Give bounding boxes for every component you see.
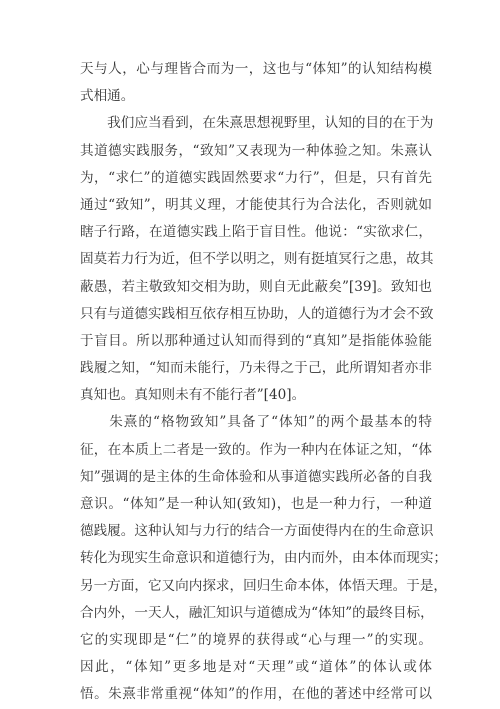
text-line: 我们应当看到，在朱熹思想视野里，认知的目的在于为: [80, 115, 434, 132]
text-line: 它的实现即是“仁”的境界的获得或“心与理一”的实现。: [80, 631, 432, 648]
text-line: 征，在本质上二者是一致的。作为一种内在体证之知，“体: [80, 441, 432, 458]
paragraph-3: [80, 409, 448, 708]
text-line: 合内外，一天人，融汇知识与道德成为“体知”的最终目标，: [80, 604, 434, 621]
paragraph-1: [80, 56, 432, 110]
text-line: 蔽愚，若主敬致知交相为助，则自无此蔽矣”[39]。致知也: [80, 278, 432, 295]
text-line: 另一方面，它又向内探求，回归生命本体，体悟天理。于是，: [80, 577, 448, 594]
text-line: 只有与道德实践相互依存相互协助，人的道德行为才会不致: [80, 305, 434, 322]
text-line: 知”强调的是主体的生命体验和从事道德实践所必备的自我: [80, 468, 432, 485]
text-line: 瞎子行路，在道德实践上陷于盲目性。他说：“实欲求仁，: [80, 224, 432, 241]
text-line: 朱熹的“格物致知”具备了“体知”的两个最基本的特: [80, 414, 432, 431]
text-line: 天与人，心与理皆合而为一，这也与“体知”的认知结构模: [80, 61, 432, 77]
text-line: 其道德实践服务，“致知”又表现为一种体验之知。朱熹认: [80, 142, 432, 159]
text-line: 悟。朱熹非常重视“体知”的作用，在他的著述中经常可以: [80, 686, 432, 703]
text-line: 转化为现实生命意识和道德行为，由内而外，由本体而现实；: [80, 550, 448, 567]
text-line: 式相通。: [80, 88, 135, 105]
text-line: 德践履。这种认知与力行的结合一方面使得内在的生命意识: [80, 523, 434, 540]
text-line: 真知也。真知则未有不能行者”[40]。: [80, 387, 306, 404]
text-line: 通过“致知”，明其义理，才能使其行为合法化，否则就如: [80, 196, 432, 213]
text-line: 践履之知，“知而未能行，乃未得之于己，此所谓知者亦非: [80, 360, 432, 377]
text-line: 意识。“体知”是一种认知(致知)，也是一种力行，一种道: [80, 496, 432, 512]
text-line: 因此，“体知”更多地是对“天理”或“道体”的体认或体: [80, 659, 432, 676]
document-page: [80, 56, 448, 709]
text-line: 于盲目。所以那种通过认知而得到的“真知”是指能体验能: [80, 332, 432, 349]
text-line: 固莫若力行为近，但不学以明之，则有挺埴冥行之患，故其: [80, 251, 434, 268]
text-line: 为，“求仁”的道德实践固然要求“力行”，但是，只有首先: [80, 169, 432, 186]
paragraph-2: [80, 110, 432, 409]
